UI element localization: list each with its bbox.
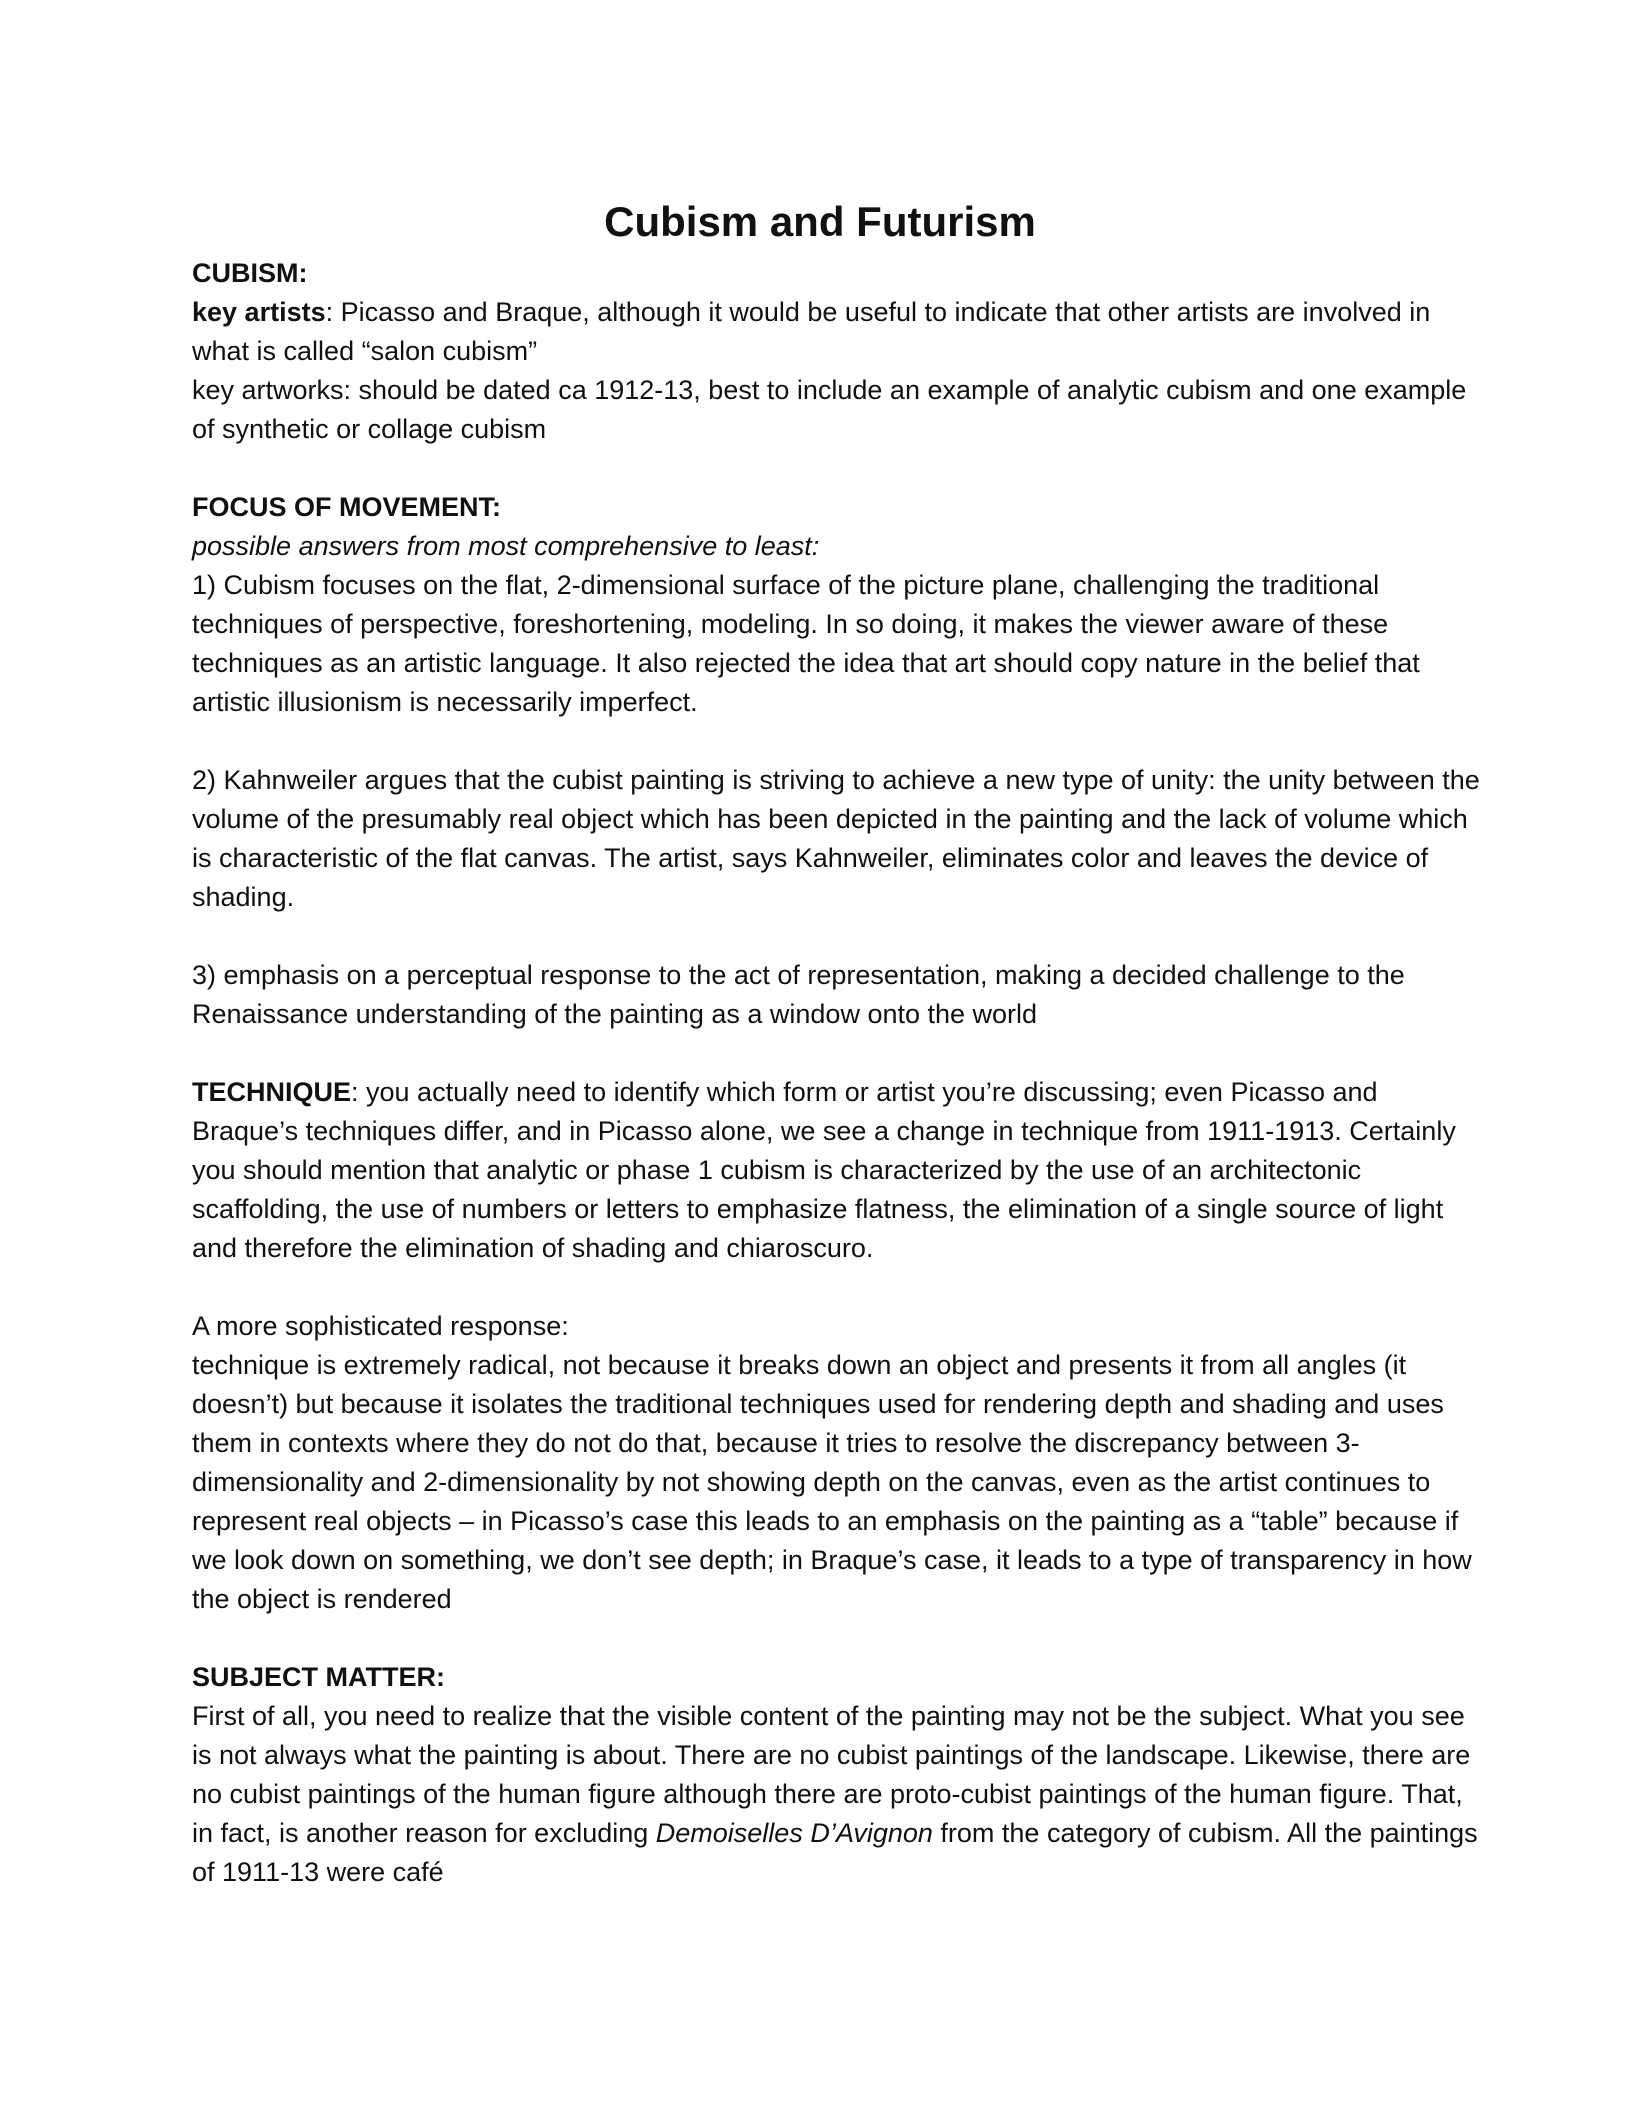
subject-matter-text-after: from the category of cubism. All the paintings of 1911-13 were café bbox=[192, 1818, 1478, 1887]
technique-label: TECHNIQUE bbox=[192, 1077, 352, 1107]
demoiselles-title: Demoiselles D’Avignon bbox=[655, 1818, 933, 1848]
technique-text: : you actually need to identify which form or artist you’re discussing; even Picasso and Braque’s techniques differ, and in Picasso alone, we see a change in technique from 1911-1913. Certainly you should mention that analytic or phase 1 cubism is characterized by the use of an architectonic scaffolding, the use of numbers or letters to emphasize flatness, the elimination of a single source of light and therefore the elimination of shading and chiaroscuro. bbox=[192, 1077, 1456, 1263]
key-artists-label: key artists bbox=[192, 297, 326, 327]
paragraph-gap bbox=[192, 449, 1482, 488]
focus-answer-3: 3) emphasis on a perceptual response to the act of representation, making a decided challenge to the Renaissance understanding of the painting as a window onto the world bbox=[192, 960, 1405, 1029]
key-artists-paragraph bbox=[192, 293, 1482, 371]
focus-answer-1: 1) Cubism focuses on the flat, 2-dimensional surface of the picture plane, challenging the traditional techniques of perspective, foreshortening, modeling. In so doing, it makes the viewer aware of these techniques as an artistic language. It also rejected the idea that art should copy nature in the belief that artistic illusionism is necessarily imperfect. bbox=[192, 570, 1420, 717]
sophisticated-label: A more sophisticated response: bbox=[192, 1311, 569, 1341]
key-artists-text: : Picasso and Braque, although it would be useful to indicate that other artists are involved in what is called “salon cubism” bbox=[192, 297, 1431, 366]
document-title: Cubism and Futurism bbox=[604, 198, 1036, 245]
paragraph-gap bbox=[192, 1034, 1482, 1073]
document-body bbox=[192, 254, 1482, 1892]
focus-heading: FOCUS OF MOVEMENT: bbox=[192, 492, 501, 522]
subject-matter-text-before: First of all, you need to realize that the visible content of the painting may not be the subject. What you see is not always what the painting is about. There are no cubist paintings of the landscape. Likewise, there are no cubist paintings of the human figure although there are proto-cubist paintings of the human figure. That, in fact, is another reason for excluding bbox=[192, 1701, 1471, 1848]
cubism-heading: CUBISM: bbox=[192, 258, 308, 288]
focus-answer-2: 2) Kahnweiler argues that the cubist painting is striving to achieve a new type of unity: the unity between the volume of the presumably real object which has been depicted in the painting and the lack of volume which is characteristic of the flat canvas. The artist, says Kahnweiler, eliminates color and leaves the device of shading. bbox=[192, 765, 1480, 912]
paragraph-gap bbox=[192, 1268, 1482, 1307]
technique-paragraph bbox=[192, 1073, 1482, 1268]
paragraph-gap bbox=[192, 917, 1482, 956]
subject-matter-paragraph bbox=[192, 1697, 1482, 1892]
key-artworks-paragraph: key artworks: should be dated ca 1912-13, best to include an example of analytic cubism and one example of synthetic or collage cubism bbox=[192, 375, 1467, 444]
subject-matter-heading: SUBJECT MATTER: bbox=[192, 1662, 445, 1692]
sophisticated-text: technique is extremely radical, not because it breaks down an object and presents it from all angles (it doesn’t) but because it isolates the traditional techniques used for rendering depth and shading and uses them in contexts where they do not do that, because it tries to resolve the discrepancy between 3-dimensionality and 2-dimensionality by not showing depth on the canvas, even as the artist continues to represent real objects – in Picasso’s case this leads to an emphasis on the painting as a “table” because if we look down on something, we don’t see depth; in Braque’s case, it leads to a type of transparency in how the object is rendered bbox=[192, 1350, 1472, 1614]
paragraph-gap bbox=[192, 1619, 1482, 1658]
paragraph-gap bbox=[192, 722, 1482, 761]
focus-subheading: possible answers from most comprehensive to least: bbox=[192, 531, 820, 561]
